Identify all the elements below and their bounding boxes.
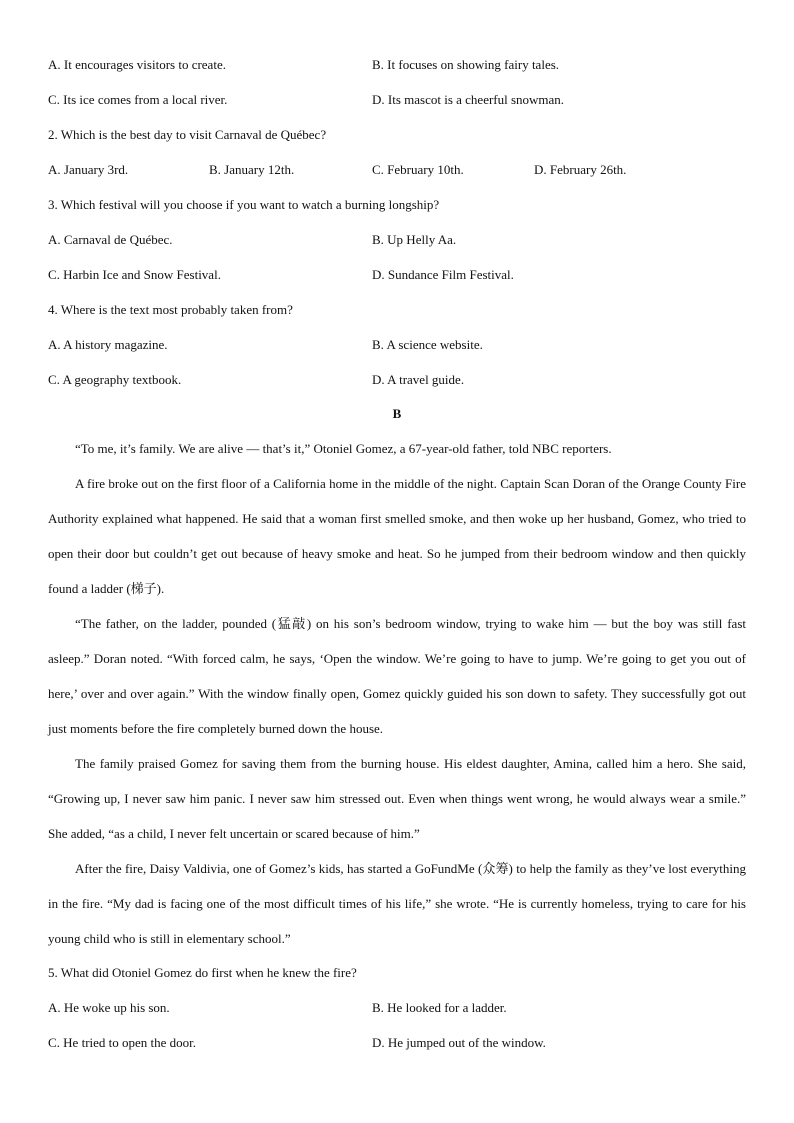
- q2-option-b: B. January 12th.: [209, 162, 295, 177]
- q2-option-a: A. January 3rd.: [48, 162, 129, 177]
- q5-option-c: C. He tried to open the door.: [48, 1035, 197, 1050]
- q1-option-c: C. Its ice comes from a local river.: [48, 92, 228, 107]
- q2-option-d: D. February 26th.: [534, 162, 627, 177]
- passage-paragraph-1: “To me, it’s family. We are alive — that’s it,” Otoniel Gomez, a 67-year-old father, told NBC reporters.: [75, 441, 612, 456]
- q1-option-a: A. It encourages visitors to create.: [48, 57, 226, 72]
- q1-option-b: B. It focuses on showing fairy tales.: [372, 57, 560, 72]
- q5-option-a: A. He woke up his son.: [48, 1000, 170, 1015]
- q3-option-a: A. Carnaval de Québec.: [48, 232, 173, 247]
- passage-paragraph-5: After the fire, Daisy Valdivia, one of Gomez’s kids, has started a GoFundMe (众筹) to help the family as they’ve lost everything in the fire. “My dad is facing one of the most difficult times of his life,” she wrote. “He is currently homeless, trying to care for his young child who is still in elementary school.”: [48, 861, 746, 946]
- section-heading: B: [392, 406, 402, 421]
- q4-option-a: A. A history magazine.: [48, 337, 168, 352]
- q4-question: 4. Where is the text most probably taken from?: [48, 302, 293, 317]
- passage-paragraph-3: “The father, on the ladder, pounded (猛敲) on his son’s bedroom window, trying to wake him — but the boy was still fast asleep.” Doran noted. “With forced calm, he says, ‘Open the window. We’re going to have to jump. We’re going to get you out of here,’ over and over again.” With the window finally open, Gomez quickly guided his son down to safety. They successfully got out just moments before the fire completely burned down the house.: [48, 616, 746, 736]
- q5-question: 5. What did Otoniel Gomez do first when he knew the fire?: [48, 965, 357, 980]
- q1-option-d: D. Its mascot is a cheerful snowman.: [372, 92, 565, 107]
- q3-question: 3. Which festival will you choose if you want to watch a burning longship?: [48, 197, 440, 212]
- q5-option-b: B. He looked for a ladder.: [372, 1000, 507, 1015]
- q4-option-d: D. A travel guide.: [372, 372, 465, 387]
- q3-option-d: D. Sundance Film Festival.: [372, 267, 514, 282]
- q3-option-b: B. Up Helly Aa.: [372, 232, 457, 247]
- q4-option-b: B. A science website.: [372, 337, 483, 352]
- q2-question: 2. Which is the best day to visit Carnaval de Québec?: [48, 127, 327, 142]
- passage-paragraph-2: A fire broke out on the first floor of a California home in the middle of the night. Captain Scan Doran of the Orange County Fire Authority explained what happened. He said that a woman first smelled smoke, and then woke up her husband, Gomez, who tried to open their door but couldn’t get out because of heavy smoke and heat. So he jumped from their bedroom window and then quickly found a ladder (梯子).: [48, 476, 746, 596]
- q4-option-c: C. A geography textbook.: [48, 372, 182, 387]
- passage-paragraph-4: The family praised Gomez for saving them from the burning house. His eldest daughter, Amina, called him a hero. She said, “Growing up, I never saw him panic. I never saw him stressed out. Even when things went wrong, he would always wear a smile.” She added, “as a child, I never felt uncertain or scared because of him.”: [48, 756, 746, 841]
- q3-option-c: C. Harbin Ice and Snow Festival.: [48, 267, 221, 282]
- q5-option-d: D. He jumped out of the window.: [372, 1035, 546, 1050]
- q2-option-c: C. February 10th.: [372, 162, 464, 177]
